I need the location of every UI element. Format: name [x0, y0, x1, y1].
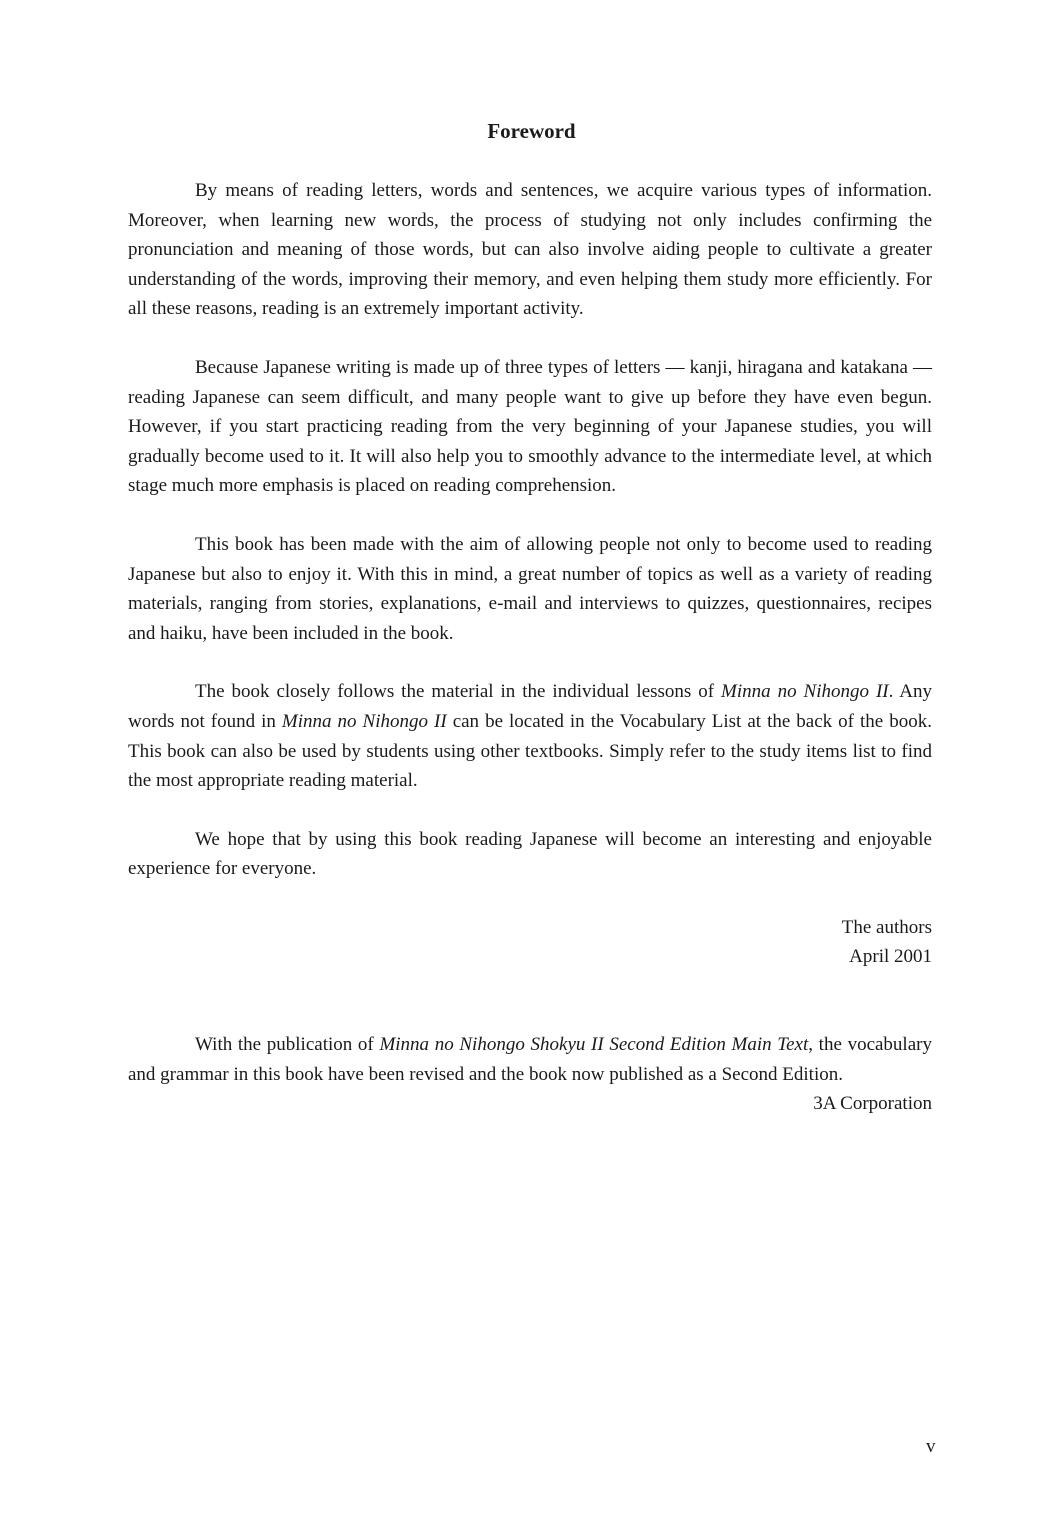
signature-date: April 2001: [849, 946, 932, 968]
book-title-italic: Minna no Nihongo II: [281, 710, 447, 732]
publisher-name: 3A Corporation: [813, 1093, 932, 1115]
book-title-italic: Minna no Nihongo Shokyu II Second Edition Main Text: [379, 1034, 809, 1056]
page-title: Foreword: [487, 119, 576, 143]
foreword-body: [128, 176, 932, 1119]
paragraph-4-text-1: The book closely follows the material in the individual lessons of: [195, 681, 722, 703]
paragraph-5: We hope that by using this book reading Japanese will become an interesting and enjoyable experience for everyone.: [128, 828, 932, 880]
paragraph-3: This book has been made with the aim of allowing people not only to become used to reading Japanese but also to enjoy it. With this in mind, a great number of topics as well as a variety of reading materials, ranging from stories, explanations, e-mail and interviews to quizzes, questionnaires, recipes and haiku, have been included in the book.: [128, 533, 932, 644]
paragraph-4-text-2: . Any words not found in: [128, 681, 932, 732]
paragraph-4-text-3: can be located in the Vocabulary List at the back of the book. This book can also be used by students using other textbooks. Simply refer to the study items list to find the most appropriate reading material.: [128, 710, 933, 792]
paragraph-4: [128, 677, 932, 795]
second-edition-note: [128, 1030, 932, 1089]
second-edition-text-2: , the vocabulary and grammar in this book have been revised and the book now published as a Second Edition.: [128, 1034, 932, 1085]
paragraph-2: Because Japanese writing is made up of three types of letters — kanji, hiragana and katakana — reading Japanese can seem difficult, and many people want to give up before they have even begun. However, if you start practicing reading from the very beginning of your Japanese studies, you will gradually become used to it. It will also help you to smoothly advance to the intermediate level, at which stage much more emphasis is placed on reading comprehension.: [128, 356, 932, 497]
second-edition-text-1: With the publication of: [195, 1034, 380, 1056]
signature-block: [128, 913, 932, 972]
book-title-italic: Minna no Nihongo II: [721, 681, 889, 703]
page-number: v: [926, 1436, 936, 1457]
signature-authors: The authors: [841, 916, 932, 938]
paragraph-1: By means of reading letters, words and sentences, we acquire various types of information. Moreover, when learning new words, the process of studying not only includes confirming the pronunciation and meaning of those words, but can also involve aiding people to cultivate a greater understanding of the words, improving their memory, and even helping them study more efficiently. For all these reasons, reading is an extremely important activity.: [128, 180, 932, 320]
